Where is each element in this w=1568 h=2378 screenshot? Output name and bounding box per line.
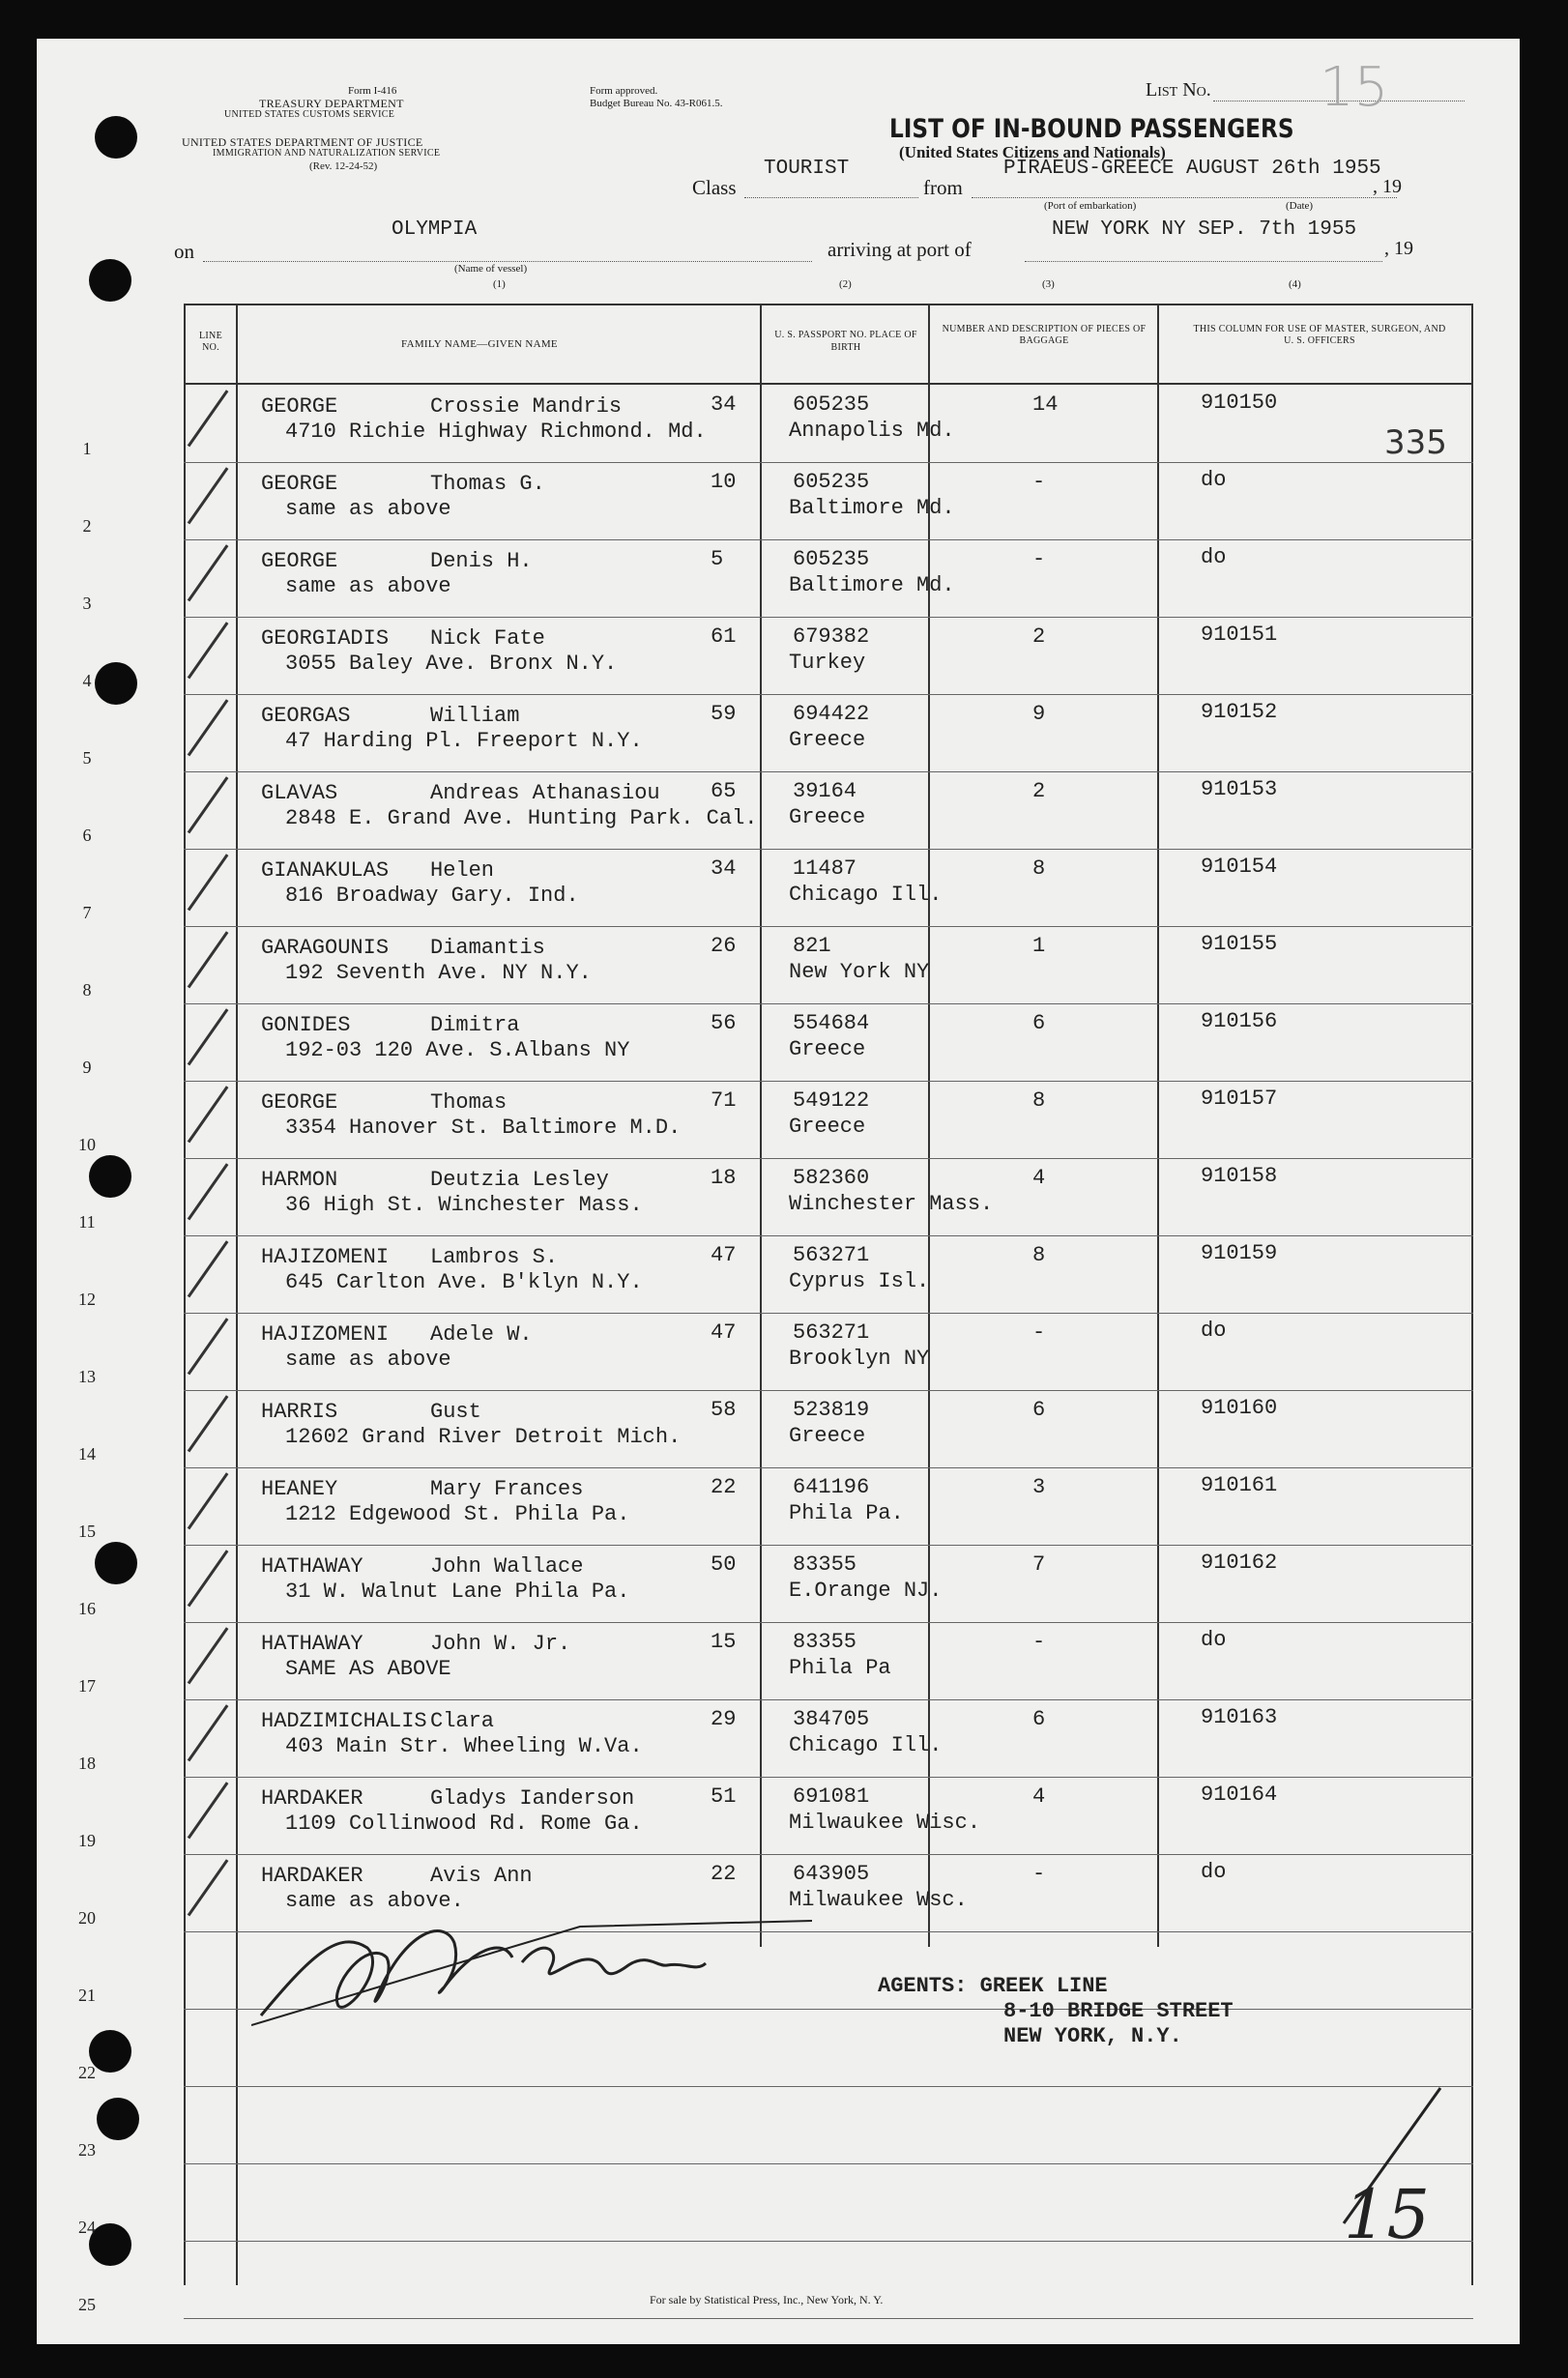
surname: HATHAWAY <box>261 1632 363 1656</box>
line-number: 21 <box>78 1986 96 2005</box>
officer-number: 910162 <box>1201 1551 1278 1575</box>
row-divider <box>184 849 1473 850</box>
class-value: TOURIST <box>764 158 850 180</box>
line-number: 1 <box>82 439 92 458</box>
line-number: 23 <box>78 2140 96 2160</box>
age: 61 <box>711 624 737 649</box>
row-divider <box>184 1390 1473 1391</box>
customs-service: UNITED STATES CUSTOMS SERVICE <box>224 109 395 120</box>
justice-department: UNITED STATES DEPARTMENT OF JUSTICE <box>182 135 423 149</box>
line-number: 17 <box>78 1676 96 1696</box>
age: 10 <box>711 470 737 494</box>
header-officers: THIS COLUMN FOR USE OF MASTER, SURGEON, AND U. S. OFFICERS <box>1193 324 1446 346</box>
surname: HARRIS <box>261 1400 338 1424</box>
address: same as above. <box>285 1889 464 1913</box>
officer-number: 910161 <box>1201 1473 1278 1497</box>
row-divider <box>184 2086 1473 2087</box>
row-divider <box>184 926 1473 927</box>
address: 1109 Collinwood Rd. Rome Ga. <box>285 1812 643 1836</box>
address: 3354 Hanover St. Baltimore M.D. <box>285 1116 682 1140</box>
surname: GEORGAS <box>261 704 351 728</box>
nineteen-2: , 19 <box>1384 238 1413 259</box>
list-number-label: List No. <box>1146 79 1211 101</box>
line-number: 2 <box>82 516 92 536</box>
officer-number: 910158 <box>1201 1164 1278 1188</box>
address: same as above <box>285 497 451 521</box>
header-family-name: FAMILY NAME—GIVEN NAME <box>401 338 558 350</box>
address: 3055 Baley Ave. Bronx N.Y. <box>285 652 618 676</box>
baggage-count: - <box>1032 470 1046 494</box>
revision: (Rev. 12-24-52) <box>309 160 378 172</box>
line-number: 11 <box>78 1212 96 1232</box>
passport-number: 582360 <box>793 1166 870 1190</box>
given-name: John W. Jr. <box>430 1632 571 1656</box>
age: 47 <box>711 1320 737 1345</box>
baggage-count: 8 <box>1032 856 1046 881</box>
address: 4710 Richie Highway Richmond. Md. <box>285 420 707 444</box>
place-of-birth: Brooklyn NY <box>789 1347 930 1371</box>
age: 22 <box>711 1475 737 1499</box>
arrival-port-value: NEW YORK NY SEP. 7th 1955 <box>1052 218 1357 241</box>
line-number: 6 <box>82 826 92 845</box>
place-of-birth: Milwaukee Wsc. <box>789 1888 968 1912</box>
line-number: 5 <box>82 748 92 768</box>
place-of-birth: Phila Pa <box>789 1656 891 1680</box>
officer-number: 910153 <box>1201 777 1278 801</box>
baggage-count: 7 <box>1032 1552 1046 1577</box>
list-number-value: 15 <box>1320 56 1389 119</box>
given-name: Thomas <box>430 1090 508 1115</box>
baggage-count: 2 <box>1032 779 1046 803</box>
place-of-birth: Greece <box>789 1424 866 1448</box>
date-caption: (Date) <box>1286 200 1314 212</box>
row-divider <box>184 1003 1473 1004</box>
punch-hole <box>97 2098 139 2140</box>
passport-number: 83355 <box>793 1552 857 1577</box>
header-baggage: NUMBER AND DESCRIPTION OF PIECES OF BAGGAGE <box>942 324 1147 346</box>
vessel-name: OLYMPIA <box>392 218 478 241</box>
passport-number: 549122 <box>793 1088 870 1113</box>
baggage-count: 8 <box>1032 1088 1046 1113</box>
baggage-count: 6 <box>1032 1011 1046 1035</box>
address: 192 Seventh Ave. NY N.Y. <box>285 961 592 985</box>
age: 51 <box>711 1784 737 1809</box>
officer-number: do <box>1201 1860 1227 1884</box>
port-embarkation-caption: (Port of embarkation) <box>1044 200 1137 212</box>
age: 47 <box>711 1243 737 1267</box>
line-number: 10 <box>78 1135 96 1154</box>
row-divider <box>184 1854 1473 1855</box>
col-index-4: (4) <box>1289 278 1301 290</box>
given-name: Andreas Athanasiou <box>430 781 660 805</box>
line-number: 3 <box>82 594 92 613</box>
row-divider <box>184 1158 1473 1159</box>
age: 5 <box>711 547 724 571</box>
from-label: from <box>923 176 963 199</box>
officer-number: 910163 <box>1201 1705 1278 1729</box>
agents-line3: NEW YORK, N.Y. <box>1003 2024 1182 2048</box>
surname: GIANAKULAS <box>261 858 390 883</box>
on-label: on <box>174 240 194 263</box>
officer-number: do <box>1201 545 1227 569</box>
given-name: Thomas G. <box>430 472 545 496</box>
officer-number: 910154 <box>1201 855 1278 879</box>
surname: GEORGIADIS <box>261 626 390 651</box>
passport-number: 83355 <box>793 1630 857 1654</box>
officer-number: do <box>1201 1628 1227 1652</box>
line-number: 24 <box>78 2218 96 2237</box>
manifest-title: LIST OF IN-BOUND PASSENGERS <box>889 114 1294 144</box>
given-name: Clara <box>430 1709 495 1733</box>
address: 192-03 120 Ave. S.Albans NY <box>285 1038 630 1062</box>
row-divider <box>184 1467 1473 1468</box>
baggage-count: - <box>1032 1630 1046 1654</box>
age: 29 <box>711 1707 737 1731</box>
given-name: Gust <box>430 1400 481 1424</box>
baggage-count: - <box>1032 547 1046 571</box>
class-label: Class <box>692 176 737 199</box>
passport-number: 821 <box>793 934 831 958</box>
surname: GONIDES <box>261 1013 351 1037</box>
place-of-birth: Greece <box>789 805 866 829</box>
age: 34 <box>711 856 737 881</box>
age: 34 <box>711 392 737 417</box>
baggage-count: 2 <box>1032 624 1046 649</box>
place-of-birth: Turkey <box>789 651 866 675</box>
place-of-birth: Baltimore Md. <box>789 573 955 597</box>
footer-printer: For sale by Statistical Press, Inc., New York, N. Y. <box>650 2293 884 2306</box>
agents-line2: 8-10 BRIDGE STREET <box>1003 1999 1234 2023</box>
place-of-birth: Baltimore Md. <box>789 496 955 520</box>
place-of-birth: Chicago Ill. <box>789 883 943 907</box>
place-of-birth: Greece <box>789 1037 866 1061</box>
passport-number: 39164 <box>793 779 857 803</box>
nineteen-1: , 19 <box>1373 176 1402 197</box>
line-number: 7 <box>82 903 92 922</box>
surname: GARAGOUNIS <box>261 936 390 960</box>
passport-number: 691081 <box>793 1784 870 1809</box>
line-number: 13 <box>78 1367 96 1386</box>
row-divider <box>184 1545 1473 1546</box>
given-name: Avis Ann <box>430 1864 533 1888</box>
passport-number: 523819 <box>793 1398 870 1422</box>
given-name: Crossie Mandris <box>430 394 623 419</box>
place-of-birth: E.Orange NJ. <box>789 1579 943 1603</box>
place-of-birth: New York NY <box>789 960 930 984</box>
given-name: Deutzia Lesley <box>430 1168 609 1192</box>
vessel-caption: (Name of vessel) <box>454 263 528 275</box>
line-number: 20 <box>78 1908 96 1928</box>
line-number: 9 <box>82 1058 92 1077</box>
officer-number: 910160 <box>1201 1396 1278 1420</box>
agents-line1: AGENTS: GREEK LINE <box>878 1974 1108 1998</box>
punch-hole <box>95 116 137 159</box>
passport-number: 643905 <box>793 1862 870 1886</box>
given-name: Helen <box>430 858 495 883</box>
given-name: Gladys Ianderson <box>430 1786 635 1811</box>
age: 58 <box>711 1398 737 1422</box>
bottom-mark: 15 <box>1344 2175 1431 2254</box>
age: 56 <box>711 1011 737 1035</box>
address: 816 Broadway Gary. Ind. <box>285 884 579 908</box>
age: 26 <box>711 934 737 958</box>
passport-number: 384705 <box>793 1707 870 1731</box>
line-number: 25 <box>78 2295 96 2314</box>
surname: GEORGE <box>261 472 338 496</box>
baggage-count: 4 <box>1032 1784 1046 1809</box>
surname: HATHAWAY <box>261 1554 363 1579</box>
col-index-1: (1) <box>493 278 506 290</box>
passport-number: 554684 <box>793 1011 870 1035</box>
row-divider <box>184 2163 1473 2164</box>
place-of-birth: Annapolis Md. <box>789 419 955 443</box>
address: 2848 E. Grand Ave. Hunting Park. Cal. <box>285 806 758 830</box>
passport-number: 679382 <box>793 624 870 649</box>
immigration-service: IMMIGRATION AND NATURALIZATION SERVICE <box>213 148 441 159</box>
budget-bureau: Budget Bureau No. 43-R061.5. <box>590 98 723 109</box>
place-of-birth: Cyprus Isl. <box>789 1269 930 1293</box>
place-of-birth: Chicago Ill. <box>789 1733 943 1757</box>
officer-number: 910155 <box>1201 932 1278 956</box>
passport-number: 641196 <box>793 1475 870 1499</box>
port-embarkation-value: PIRAEUS-GREECE AUGUST 26th 1955 <box>1003 158 1381 180</box>
given-name: Lambros S. <box>430 1245 559 1269</box>
line-number: 16 <box>78 1599 96 1618</box>
row-divider <box>184 1622 1473 1623</box>
baggage-count: 14 <box>1032 392 1059 417</box>
address: 31 W. Walnut Lane Phila Pa. <box>285 1580 630 1604</box>
officer-number: 910156 <box>1201 1009 1278 1033</box>
line-number: 14 <box>78 1444 96 1464</box>
address: 403 Main Str. Wheeling W.Va. <box>285 1734 643 1758</box>
row-divider <box>184 771 1473 772</box>
baggage-count: 1 <box>1032 934 1046 958</box>
address: same as above <box>285 574 451 598</box>
line-number: 12 <box>78 1290 96 1309</box>
baggage-count: 6 <box>1032 1707 1046 1731</box>
passport-number: 563271 <box>793 1320 870 1345</box>
given-name: John Wallace <box>430 1554 584 1579</box>
col-index-3: (3) <box>1042 278 1055 290</box>
surname: HARDAKER <box>261 1786 363 1811</box>
passport-number: 605235 <box>793 547 870 571</box>
surname: GLAVAS <box>261 781 338 805</box>
treasury-department: TREASURY DEPARTMENT <box>259 97 404 110</box>
baggage-count: - <box>1032 1320 1046 1345</box>
address: same as above <box>285 1348 451 1372</box>
address: SAME AS ABOVE <box>285 1657 451 1681</box>
surname: GEORGE <box>261 1090 338 1115</box>
officer-number: 910164 <box>1201 1783 1278 1807</box>
line-number: 8 <box>82 980 92 1000</box>
age: 59 <box>711 702 737 726</box>
passport-number: 694422 <box>793 702 870 726</box>
given-name: Adele W. <box>430 1322 533 1347</box>
given-name: Denis H. <box>430 549 533 573</box>
row-divider <box>184 1699 1473 1700</box>
place-of-birth: Greece <box>789 1115 866 1139</box>
given-name: William <box>430 704 520 728</box>
place-of-birth: Milwaukee Wisc. <box>789 1811 981 1835</box>
address: 36 High St. Winchester Mass. <box>285 1193 643 1217</box>
line-number: 15 <box>78 1522 96 1541</box>
surname: GEORGE <box>261 549 338 573</box>
given-name: Nick Fate <box>430 626 545 651</box>
age: 15 <box>711 1630 737 1654</box>
line-number: 22 <box>78 2063 96 2082</box>
form-number: Form I-416 <box>348 85 397 97</box>
baggage-count: 9 <box>1032 702 1046 726</box>
baggage-count: 4 <box>1032 1166 1046 1190</box>
baggage-count: 3 <box>1032 1475 1046 1499</box>
surname: GEORGE <box>261 394 338 419</box>
address: 47 Harding Pl. Freeport N.Y. <box>285 729 643 753</box>
header-passport: U. S. PASSPORT NO. PLACE OF BIRTH <box>774 330 917 353</box>
header-line-no: LINE NO. <box>199 331 222 353</box>
baggage-count: 8 <box>1032 1243 1046 1267</box>
row-divider <box>184 462 1473 463</box>
baggage-count: - <box>1032 1862 1046 1886</box>
row-divider <box>184 694 1473 695</box>
place-of-birth: Winchester Mass. <box>789 1192 994 1216</box>
given-name: Diamantis <box>430 936 545 960</box>
passport-number: 11487 <box>793 856 857 881</box>
line-number: 18 <box>78 1754 96 1773</box>
baggage-count: 6 <box>1032 1398 1046 1422</box>
signature <box>251 1900 831 2044</box>
officer-number: do <box>1201 1319 1227 1343</box>
line-number: 19 <box>78 1831 96 1850</box>
col-index-2: (2) <box>839 278 852 290</box>
row-divider <box>184 1777 1473 1778</box>
line-number: 4 <box>82 671 92 690</box>
age: 50 <box>711 1552 737 1577</box>
passport-number: 605235 <box>793 392 870 417</box>
officer-number: 910152 <box>1201 700 1278 724</box>
address: 12602 Grand River Detroit Mich. <box>285 1425 682 1449</box>
age: 71 <box>711 1088 737 1113</box>
surname: HADZIMICHALIS <box>261 1709 427 1733</box>
place-of-birth: Greece <box>789 728 866 752</box>
given-name: Mary Frances <box>430 1477 584 1501</box>
officer-number: 910159 <box>1201 1241 1278 1265</box>
officer-number: 910150 <box>1201 391 1278 415</box>
row-divider <box>184 539 1473 540</box>
annotation-335: 335 <box>1384 423 1447 462</box>
officer-number: do <box>1201 468 1227 492</box>
address: 1212 Edgewood St. Phila Pa. <box>285 1502 630 1526</box>
age: 65 <box>711 779 737 803</box>
punch-hole <box>95 1542 137 1584</box>
passport-number: 563271 <box>793 1243 870 1267</box>
surname: HAJIZOMENI <box>261 1322 390 1347</box>
row-divider <box>184 2318 1473 2319</box>
passport-number: 605235 <box>793 470 870 494</box>
surname: HARMON <box>261 1168 338 1192</box>
row-divider <box>184 1081 1473 1082</box>
manifest-subtitle: (United States Citizens and Nationals) <box>899 143 1166 161</box>
form-approved: Form approved. <box>590 85 658 97</box>
arriving-label: arriving at port of <box>828 238 972 261</box>
row-divider <box>184 1313 1473 1314</box>
surname: HAJIZOMENI <box>261 1245 390 1269</box>
surname: HARDAKER <box>261 1864 363 1888</box>
row-divider <box>184 2241 1473 2242</box>
age: 22 <box>711 1862 737 1886</box>
given-name: Dimitra <box>430 1013 520 1037</box>
punch-hole <box>89 1155 131 1198</box>
age: 18 <box>711 1166 737 1190</box>
officer-number: 910157 <box>1201 1087 1278 1111</box>
row-divider <box>184 1235 1473 1236</box>
surname: HEANEY <box>261 1477 338 1501</box>
address: 645 Carlton Ave. B'klyn N.Y. <box>285 1270 643 1294</box>
place-of-birth: Phila Pa. <box>789 1501 904 1525</box>
row-divider <box>184 617 1473 618</box>
officer-number: 910151 <box>1201 623 1278 647</box>
punch-hole <box>89 259 131 302</box>
